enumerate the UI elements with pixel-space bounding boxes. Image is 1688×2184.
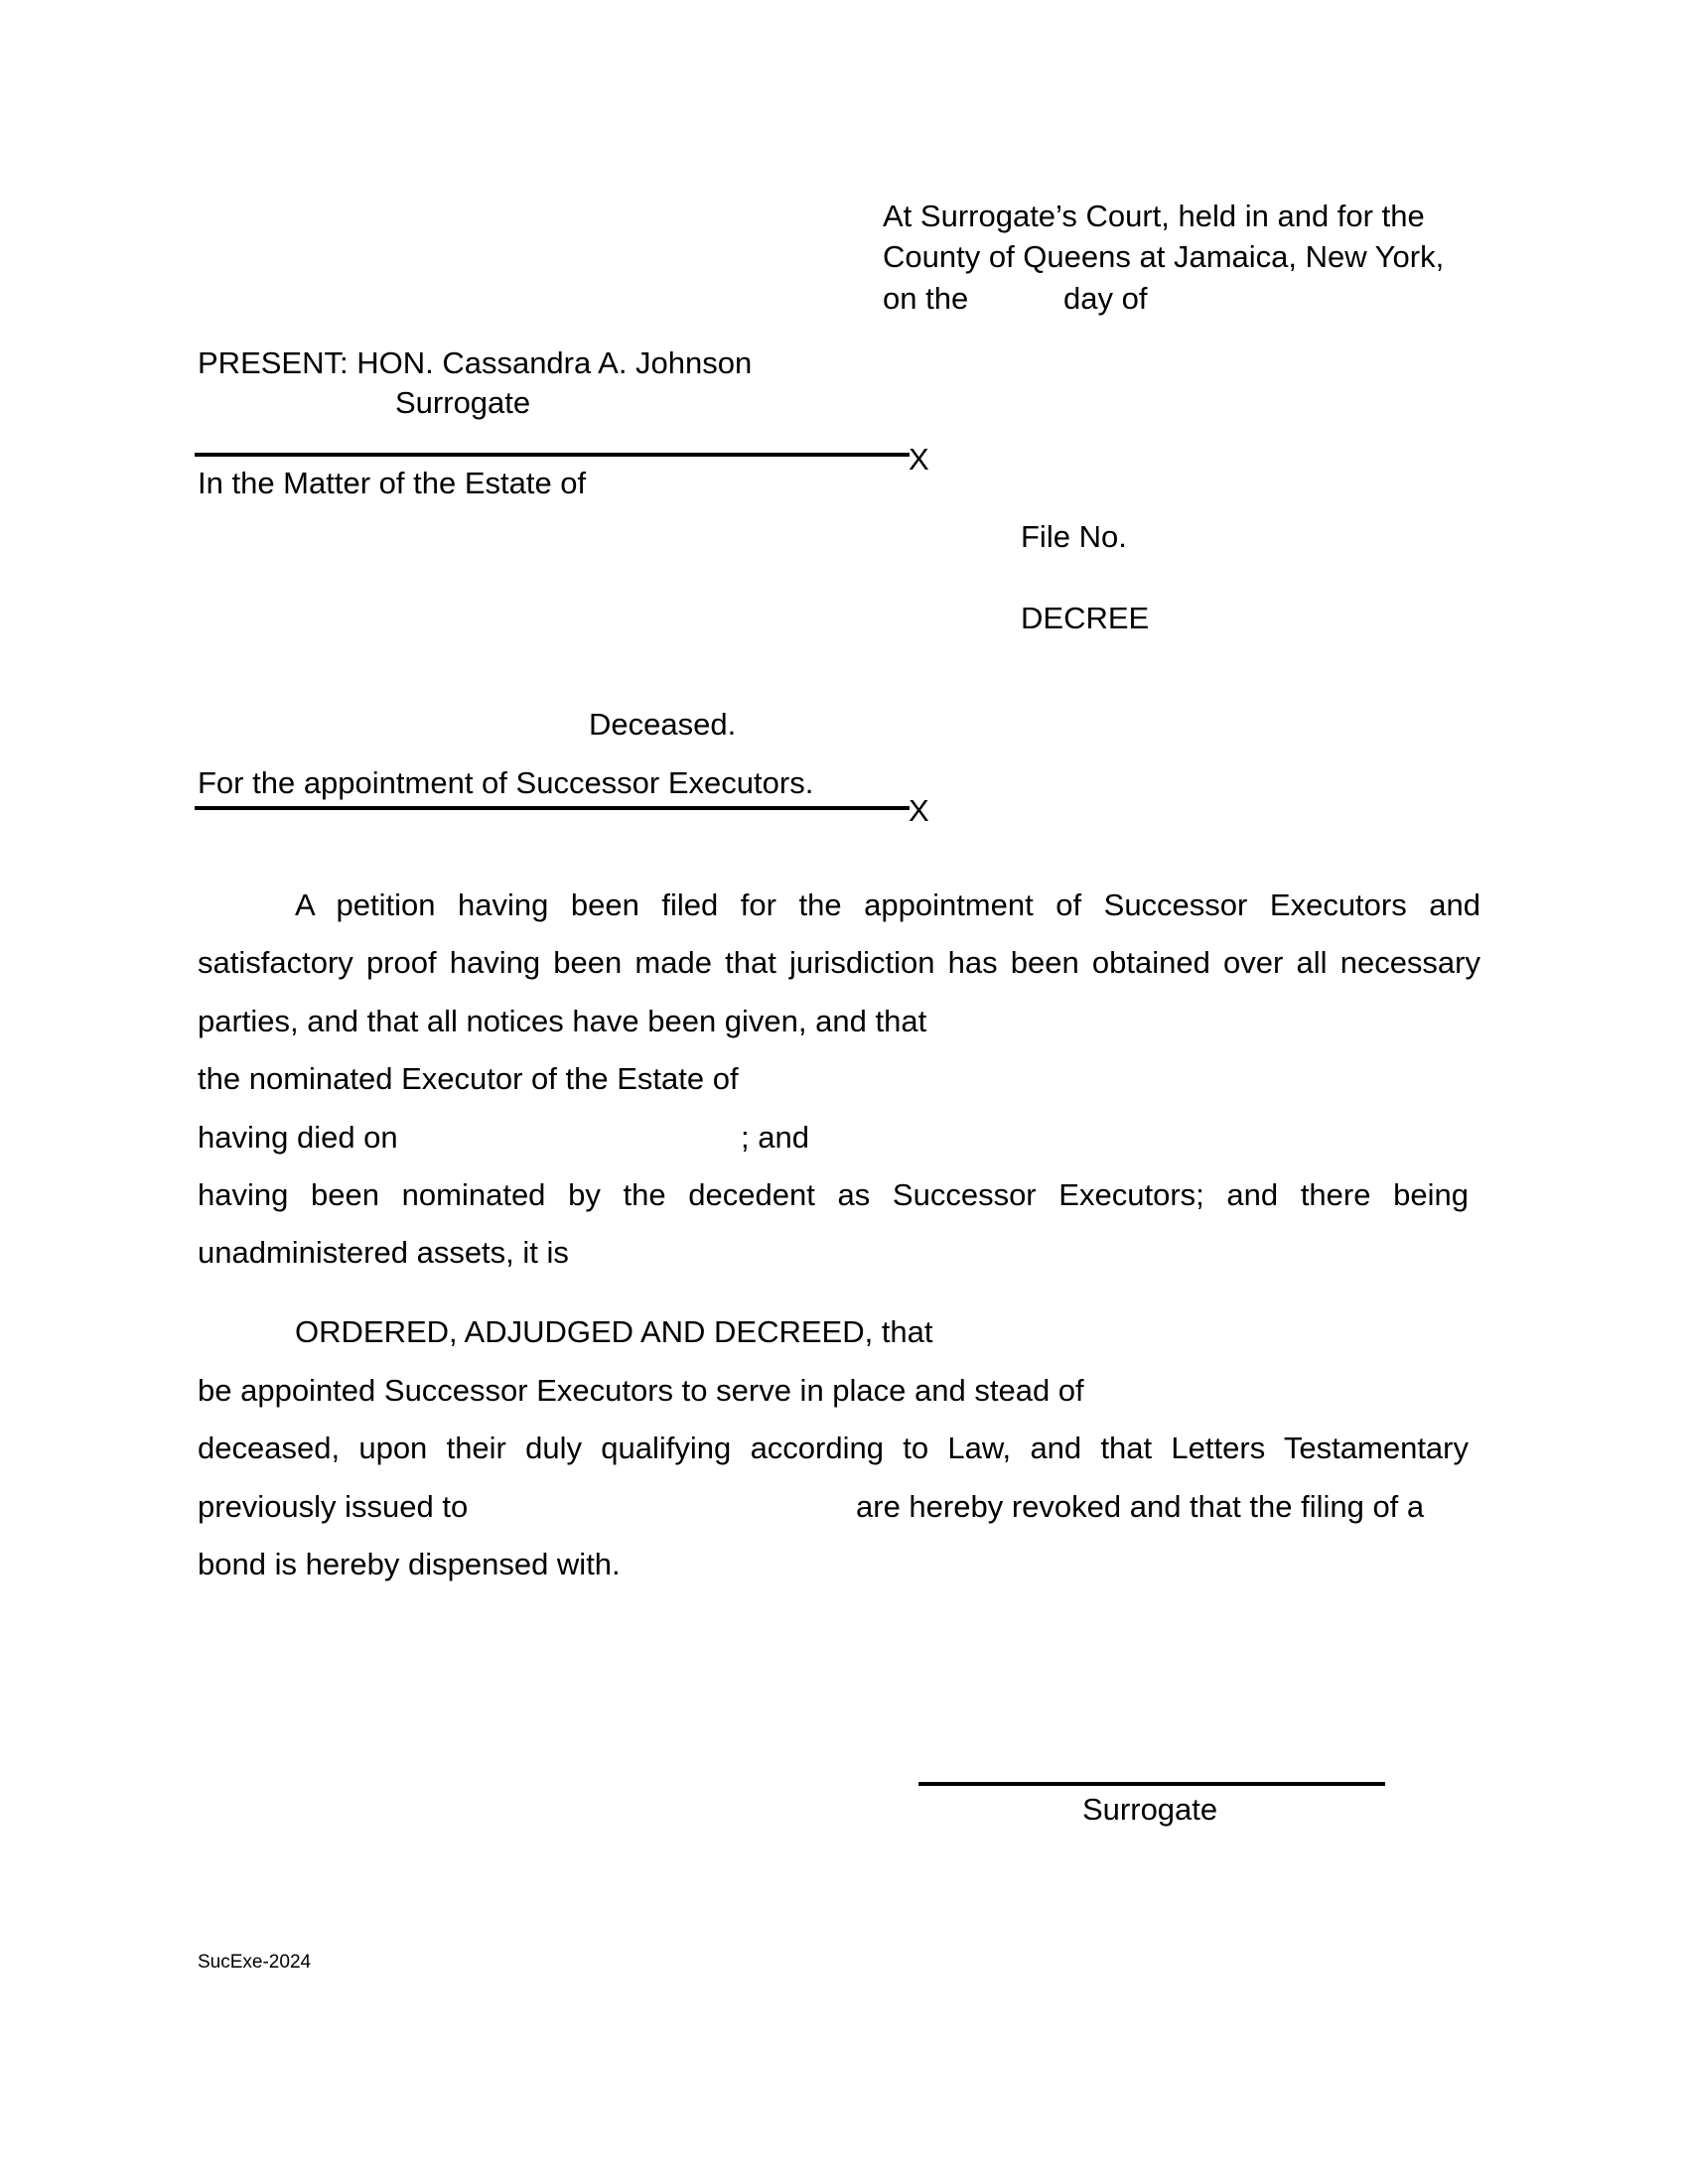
caption-top-rule	[195, 453, 910, 457]
body-p2-line-5: bond is hereby dispensed with.	[198, 1547, 621, 1581]
matter-purpose: For the appointment of Successor Executors.	[198, 765, 814, 800]
court-caption-line-1: At Surrogate’s Court, held in and for the	[883, 199, 1425, 233]
signature-title: Surrogate	[1082, 1792, 1218, 1827]
court-caption-line-2: County of Queens at Jamaica, New York,	[883, 239, 1445, 274]
body-p1-line-5-a: having died on	[198, 1120, 398, 1155]
caption-bottom-rule	[195, 806, 910, 810]
body-p2-line-1: ORDERED, ADJUDGED AND DECREED, that	[295, 1314, 933, 1349]
body-p1-line-1: A petition having been filed for the appointment of Successor Executors and	[295, 887, 1480, 922]
document-type: DECREE	[1021, 601, 1150, 635]
form-code: SucExe-2024	[198, 1952, 312, 1973]
caption-top-x: X	[909, 442, 929, 477]
signature-line	[918, 1782, 1385, 1786]
body-p2-line-2: be appointed Successor Executors to serve in place and stead of	[198, 1373, 1084, 1408]
body-p1-line-4: the nominated Executor of the Estate of	[198, 1061, 739, 1096]
caption-bottom-x: X	[909, 793, 929, 828]
deceased-label: Deceased.	[589, 707, 737, 742]
body-p1-line-3: parties, and that all notices have been given, and that	[198, 1004, 927, 1038]
body-p2-line-4-b: are hereby revoked and that the filing of a	[856, 1489, 1425, 1524]
matter-estate-of: In the Matter of the Estate of	[198, 466, 587, 500]
body-p1-line-7: unadministered assets, it is	[198, 1235, 569, 1270]
court-caption-on-the: on the	[883, 281, 969, 316]
court-caption-day-of: day of	[1063, 281, 1148, 316]
present-judge-title: Surrogate	[395, 385, 531, 420]
file-number-label: File No.	[1021, 519, 1127, 554]
body-p1-line-5-b: ; and	[741, 1120, 809, 1155]
body-p2-line-3: deceased, upon their duly qualifying according to Law, and that Letters Testamentary	[198, 1431, 1469, 1465]
present-judge-line: PRESENT: HON. Cassandra A. Johnson	[198, 345, 753, 380]
body-p1-line-2: satisfactory proof having been made that jurisdiction has been obtained over all necessary	[198, 945, 1480, 980]
body-p2-line-4-a: previously issued to	[198, 1489, 469, 1524]
body-p1-line-6: having been nominated by the decedent as Successor Executors; and there being	[198, 1177, 1469, 1212]
